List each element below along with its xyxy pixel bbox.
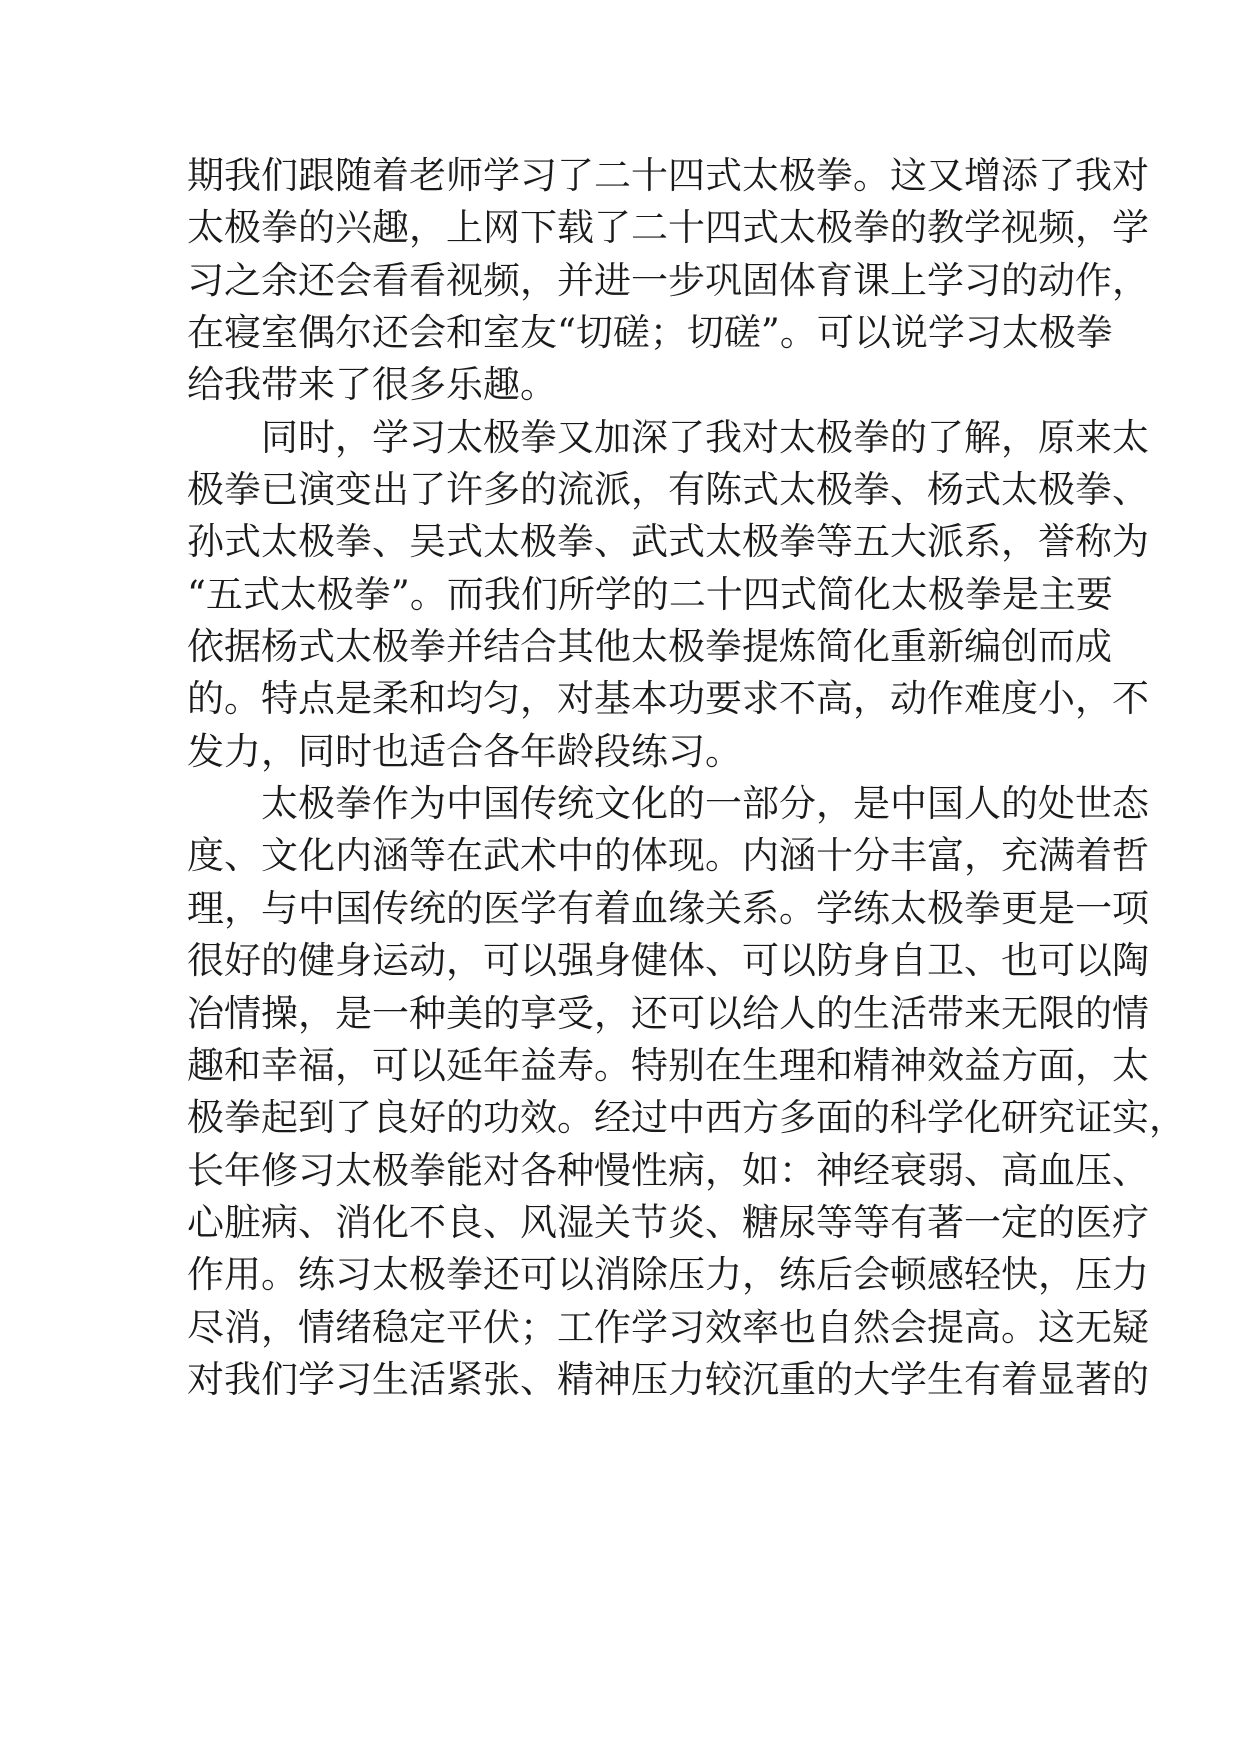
text-line: 作用。练习太极拳还可以消除压力，练后会顿感轻快，压力 — [187, 1253, 1149, 1297]
paragraph-3 — [187, 778, 1186, 1406]
text-line: 度、文化内涵等在武术中的体现。内涵十分丰富，充满着哲 — [187, 834, 1149, 878]
text-line: 在寝室偶尔还会和室友“切磋；切磋”。可以说学习太极拳 — [187, 311, 1113, 355]
text-line: 趣和幸福，可以延年益寿。特别在生理和精神效益方面，太 — [187, 1043, 1149, 1087]
text-line: 尽消，情绪稳定平伏；工作学习效率也自然会提高。这无疑 — [187, 1305, 1149, 1349]
text-line: 对我们学习生活紧张、精神压力较沉重的大学生有着显著的 — [187, 1357, 1149, 1401]
text-line: 同时，学习太极拳又加深了我对太极拳的了解，原来太 — [261, 415, 1149, 459]
text-line: 太极拳的兴趣，上网下载了二十四式太极拳的教学视频，学 — [187, 206, 1149, 250]
text-line: 太极拳作为中国传统文化的一部分，是中国人的处世态 — [261, 782, 1149, 826]
text-line: 长年修习太极拳能对各种慢性病，如：神经衰弱、高血压、 — [187, 1148, 1149, 1192]
text-line: 的。特点是柔和均匀，对基本功要求不高，动作难度小，不 — [187, 677, 1149, 721]
text-line: 给我带来了很多乐趣。 — [187, 363, 557, 407]
text-line: 很好的健身运动，可以强身健体、可以防身自卫、也可以陶 — [187, 939, 1149, 983]
text-line: 极拳已演变出了许多的流派，有陈式太极拳、杨式太极拳、 — [187, 468, 1149, 512]
text-line: 心脏病、消化不良、风湿关节炎、糖尿等等有著一定的医疗 — [187, 1200, 1149, 1244]
text-line: 理，与中国传统的医学有着血缘关系。学练太极拳更是一项 — [187, 886, 1149, 930]
body-text — [187, 150, 1186, 1406]
paragraph-1 — [187, 150, 1149, 412]
text-line: 冶情操，是一种美的享受，还可以给人的生活带来无限的情 — [187, 991, 1149, 1035]
paragraph-2 — [187, 412, 1149, 778]
text-line: 依据杨式太极拳并结合其他太极拳提炼简化重新编创而成 — [187, 625, 1112, 669]
text-line: 发力，同时也适合各年龄段练习。 — [187, 729, 742, 773]
text-line: 孙式太极拳、吴式太极拳、武式太极拳等五大派系，誉称为 — [187, 520, 1149, 564]
text-line: 极拳起到了良好的功效。经过中西方多面的科学化研究证实， — [187, 1096, 1186, 1140]
text-line: 习之余还会看看视频，并进一步巩固体育课上学习的动作， — [187, 258, 1149, 302]
text-line: 期我们跟随着老师学习了二十四式太极拳。这又增添了我对 — [187, 154, 1149, 197]
text-line: “五式太极拳”。而我们所学的二十四式简化太极拳是主要 — [187, 572, 1113, 616]
